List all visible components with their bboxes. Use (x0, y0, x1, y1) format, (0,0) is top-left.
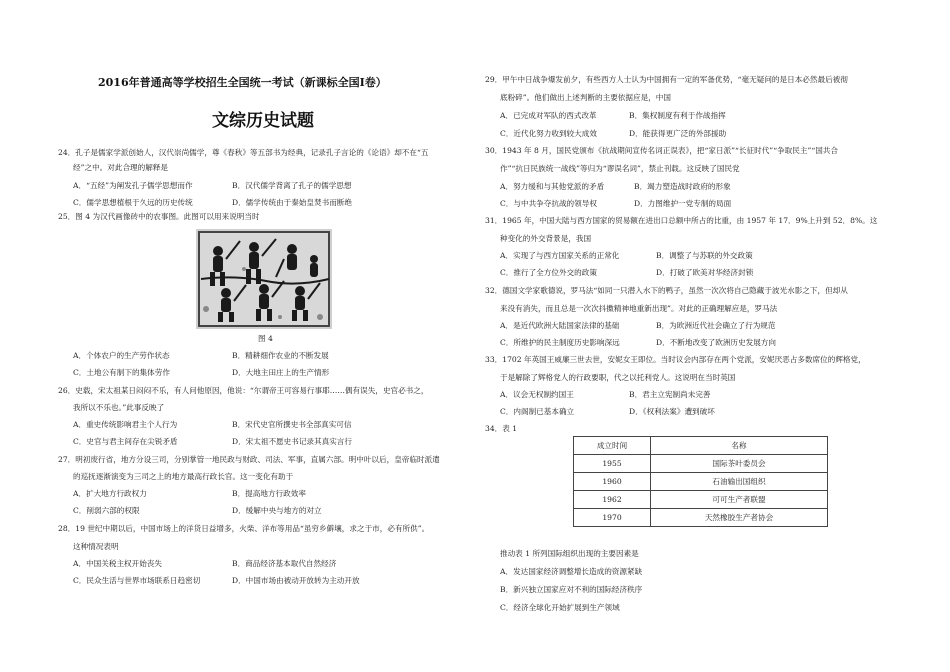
q32-option-b: B．为欧洲近代社会确立了行为规范 (656, 321, 776, 330)
table-row (574, 455, 828, 473)
q32-stem-line1: 32．德国文学家歌德说，罗马法“如同一只潜入水下的鸭子，虽然一次次将自己隐藏于波光水影之下，但却从 (485, 286, 848, 295)
q25-option-c: C．土地公有制下的集体劳作 (73, 368, 170, 377)
q30-stem-line2: 作”“抗日民族统一战线”等归为“谬误名词”，禁止刊载。这反映了国民党 (500, 164, 740, 173)
q28-option-b: B．商品经济基本取代自然经济 (232, 559, 337, 568)
q25-option-d: D．大地主田庄上的生产情形 (232, 368, 330, 377)
q26-option-a: A．重史传统影响君主个人行为 (73, 420, 178, 429)
q31-option-a: A．实现了与西方国家关系的正常化 (500, 251, 620, 260)
table-cell-year: 1970 (574, 509, 651, 527)
table-row (574, 509, 828, 527)
q25-option-a: A．个体农户的生产劳作状态 (73, 351, 170, 360)
q33-stem-line2: 于是解除了辉格党人的行政要职，代之以托利党人。这说明在当时英国 (500, 373, 736, 382)
q31-stem-line1: 31．1965 年，中国大陆与西方国家的贸易额在进出口总额中所占的比重，由 1957 年 17．9%上升到 52．8%。这 (485, 216, 878, 225)
q29-option-a: A．已完成对军队的西式改革 (500, 111, 597, 120)
q31-option-b: B．调整了与苏联的外交政策 (656, 251, 753, 260)
q28-option-a: A．中国关税主权开始丧失 (73, 559, 163, 568)
q32-option-d: D．不断地改变了欧洲历史发展方向 (656, 338, 776, 347)
q24-option-a: A．“五经”为阐发孔子儒学思想而作 (73, 181, 193, 190)
q34-option-a: A．发达国家经济调整增长造成的资源紧缺 (500, 567, 643, 576)
table-cell-name: 石油输出国组织 (651, 473, 828, 491)
table-cell-year: 1955 (574, 455, 651, 473)
q32-option-c: C．所维护的民主制度历史影响深远 (500, 338, 620, 347)
q27-option-b: B．提高地方行政效率 (232, 489, 306, 498)
q28-stem-line1: 28．19 世纪中期以后，中国市场上的洋货日益增多，火柴、洋布等用品“虽穷乡僻壤，求之于市，必有所供”。 (58, 524, 430, 533)
q28-stem-line2: 这种情况表明 (73, 542, 119, 551)
q34-option-b: B．新兴独立国家应对不利的国际经济秩序 (500, 585, 643, 594)
q31-stem-line2: 种变化的外交背景是，我国 (500, 234, 592, 243)
q31-option-c: C．推行了全方位外交的政策 (500, 268, 597, 277)
table-header-row (574, 437, 828, 455)
q25-option-b: B．精耕细作农业的不断发展 (232, 351, 329, 360)
organization-table (573, 436, 828, 527)
table-cell-name: 国际茶叶委员会 (651, 455, 828, 473)
q30-stem-line1: 30．1943 年 8 月，国民党颁布《抗战期间宣传名词正误表》，把“家日派”“长征时代”“争取民主”“国共合 (485, 146, 838, 155)
q26-option-d: D．宋太祖不愿史书记录其真实言行 (232, 437, 352, 446)
q27-option-a: A．扩大地方行政权力 (73, 489, 147, 498)
exam-title: 2016年普通高等学校招生全国统一考试（新课标全国Ⅰ卷） (98, 76, 387, 89)
table-cell-year: 1960 (574, 473, 651, 491)
q34-question: 推动表 1 所列国际组织出现的主要因素是 (500, 549, 639, 558)
q33-option-c: C．内阁制已基本确立 (500, 407, 575, 416)
q27-stem-line1: 27．明初废行省，地方分设三司，分别掌管一地民政与财政、司法、军事，直属六部。明中叶以后，皇帝临时派遣 (58, 455, 440, 464)
subject-title: 文综历史试题 (212, 111, 314, 131)
q28-option-d: D．中国市场由被动开放转为主动开放 (232, 576, 360, 585)
q30-option-a: A．努力缓和与其他党派的矛盾 (500, 182, 605, 191)
q33-option-a: A．议会无权制约国王 (500, 390, 574, 399)
table-row (574, 491, 828, 509)
q33-option-d: D．《权利法案》遭到破坏 (629, 407, 715, 416)
q27-option-c: C．削弱六部的权限 (73, 506, 140, 515)
q24-option-b: B．汉代儒学背离了孔子的儒学思想 (232, 181, 352, 190)
farming-scene-image (196, 229, 332, 329)
table-cell-year: 1962 (574, 491, 651, 509)
q26-stem-line2: 我所以不乐也。”此事反映了 (73, 403, 165, 412)
table-header-founded: 成立时间 (574, 437, 651, 455)
q34-option-c: C．经济全球化开始扩展到生产领域 (500, 603, 620, 612)
q30-option-b: B．竭力塑造战时政府的形象 (634, 182, 731, 191)
q26-stem-line1: 26．史载，宋太祖某日闷闷不乐，有人问他原因，他说：“尔谓帝王可容易行事耶……偶有误失，史官必书之， (58, 386, 429, 395)
q33-option-b: B．君主立宪制尚未完善 (629, 390, 711, 399)
table-header-name: 名称 (651, 437, 828, 455)
q30-option-d: D．力图维护一党专制的局面 (634, 199, 732, 208)
q34-stem: 34．表 1 (485, 424, 518, 433)
q29-option-d: D．能获得更广泛的外部援助 (629, 129, 727, 138)
q29-option-c: C．近代化努力收到较大成效 (500, 129, 597, 138)
table-row (574, 473, 828, 491)
q32-option-a: A．是近代欧洲大陆国家法律的基础 (500, 321, 620, 330)
q26-option-b: B．宋代史官所撰史书全部真实可信 (232, 420, 352, 429)
q30-option-c: C．与中共争夺抗战的领导权 (500, 199, 597, 208)
figure-caption: 图 4 (258, 334, 273, 343)
table-cell-name: 可可生产者联盟 (651, 491, 828, 509)
q31-option-d: D．打破了欧美对华经济封锁 (656, 268, 754, 277)
q25-stem: 25．图 4 为汉代画像砖中的农事图。此图可以用来说明当时 (58, 212, 260, 221)
q32-stem-line2: 来没有消失，而且总是一次次抖擞精神地重新出现”。对此的正确理解应是，罗马法 (500, 304, 778, 313)
q29-stem-line1: 29．甲午中日战争爆发前夕，有些西方人士认为中国拥有一定的军备优势，“毫无疑问的是日本必然最后被彻 (485, 75, 848, 84)
table-cell-name: 天然橡胶生产者协会 (651, 509, 828, 527)
q27-option-d: D．缓解中央与地方的对立 (232, 506, 322, 515)
q28-option-c: C．民众生活与世界市场联系日趋密切 (73, 576, 201, 585)
q24-stem-line2: 经”之中。对此合理的解释是 (73, 163, 169, 172)
q24-stem-line1: 24．孔子是儒家学派创始人，汉代崇尚儒学，尊《春秋》等五部书为经典，记录孔子言论的《论语》却不在“五 (58, 148, 429, 157)
q29-option-b: B．集权制度有利于作战指挥 (629, 111, 726, 120)
q24-option-c: C．儒学思想植根于久远的历史传统 (73, 198, 193, 207)
q27-stem-line2: 的巡抚逐渐演变为三司之上的地方最高行政长官。这一变化有助于 (73, 472, 294, 481)
q33-stem-line1: 33．1702 年英国王威廉三世去世，安妮女王即位。当时议会内部存在两个党派，安妮厌恶占多数席位的辉格党， (485, 355, 866, 364)
q29-stem-line2: 底粉碎”。他们做出上述判断的主要依据应是，中国 (500, 93, 671, 102)
q24-option-d: D．儒学传统由于秦始皇焚书而断绝 (232, 198, 352, 207)
q26-option-c: C．史官与君主间存在尖锐矛盾 (73, 437, 178, 446)
farming-scene-drawing (196, 229, 332, 329)
